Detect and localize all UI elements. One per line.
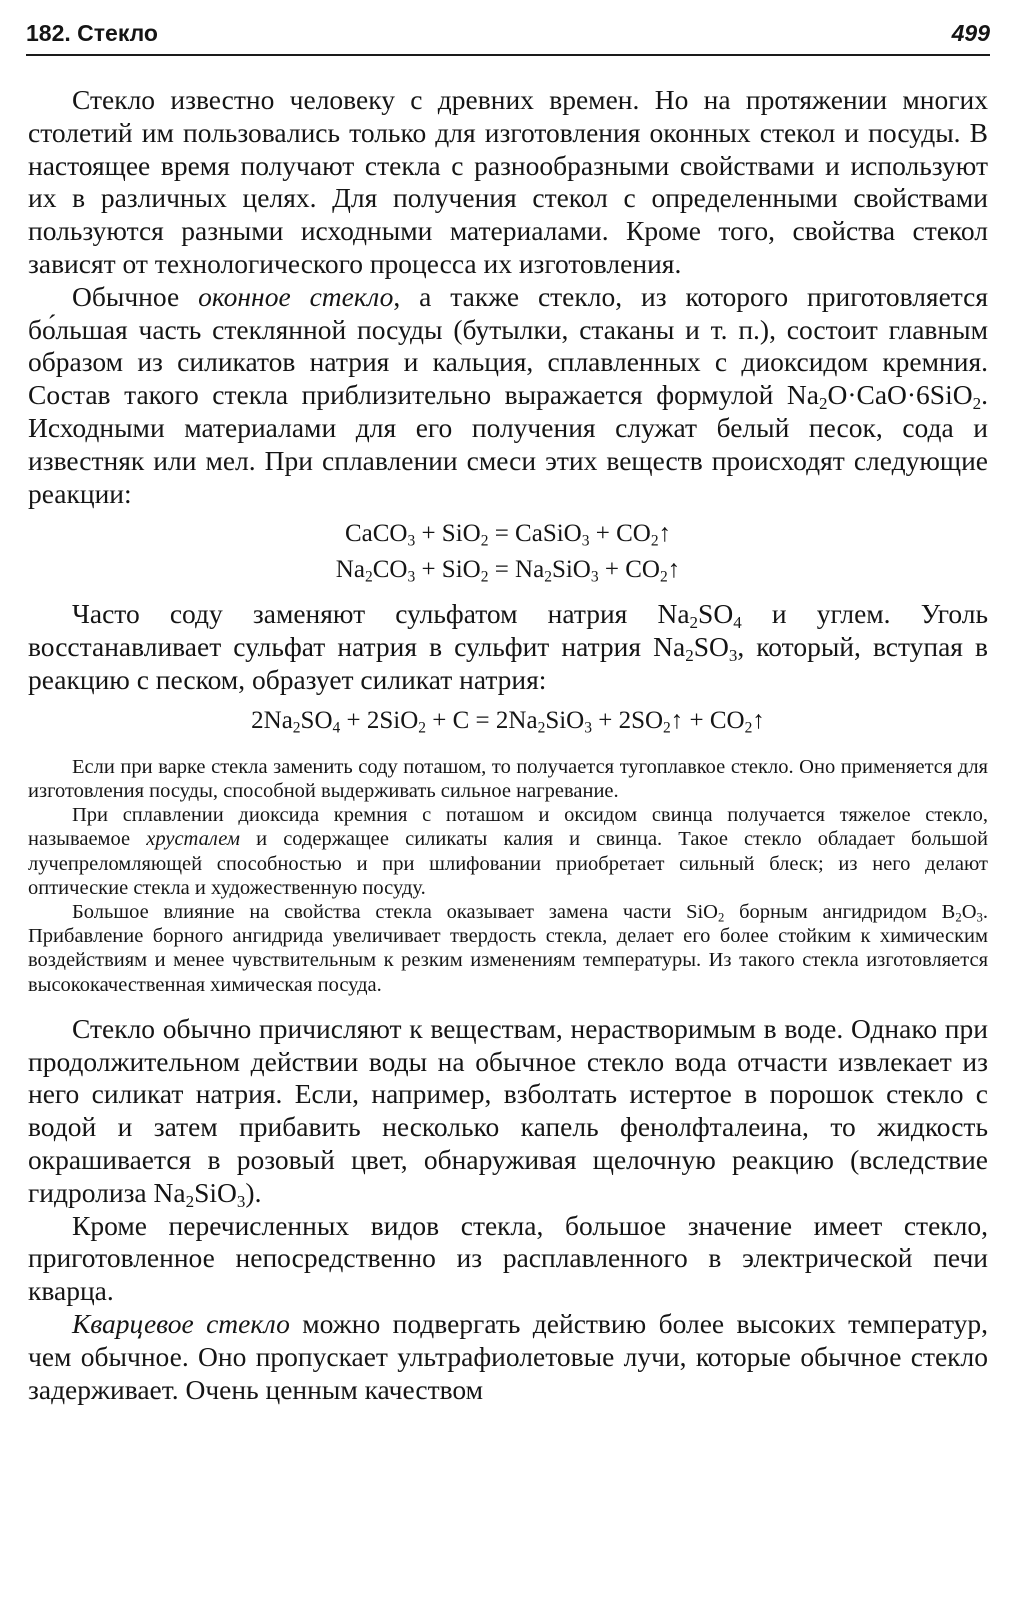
paragraph-sulfate: Часто соду заменяют сульфатом натрия $Na_2SO_4$ и углем. Уголь восстанавливает сульфат натрия в сульфит натрия $Na_2SO_3$, который, вступая в реакцию с песком, образует силикат натрия: <box>28 598 988 695</box>
equation-na2co3: $Na_2CO_3 + SiO_2 = Na_2SiO_3$ + $CO_2↑$ <box>335 556 681 586</box>
running-header <box>26 16 990 56</box>
note-boron: Большое влияние на свойства стекла оказывает замена части SiO$_2$ борным ангидридом $B_2O_3$. Прибавление борного ангидрида увеличивает твердость стекла, делает его более стойким к химическим воздействиям и менее чувствительным к резким изменениям температуры. Из такого стекла изготовляется высококачественная химическая посуда. <box>28 900 988 996</box>
paragraph-quartz-intro: Кроме перечисленных видов стекла, большое значение имеет стекло, приготовленное непосредственно из расплавленного в электрической печи кварца. <box>28 1209 988 1307</box>
page-body <box>28 84 988 1406</box>
note-potash: Если при варке стекла заменить соду поташом, то получается тугоплавкое стекло. Оно применяется для изготовления посуды, способной выдерживать сильное нагревание. <box>28 755 988 802</box>
note-crystal: При сплавлении диоксида кремния с поташом и оксидом свинца получается тяжелое стекло, называемое хрусталем и содержащее силикаты калия и свинца. Такое стекло обладает большой лучепреломляющей способностью и при шлифовании приобретает сильный блеск; из него делают оптические стекла и художественную посуду. <box>28 804 988 899</box>
page-number: 499 <box>951 20 990 46</box>
paragraph-quartz-glass: Кварцевое стекло можно подвергать действию более высоких температур, чем обычное. Оно пропускает ультрафиолетовые лучи, которые обычное стекло задерживает. Очень ценным качеством <box>28 1307 988 1405</box>
section-title: 182. Стекло <box>26 20 158 46</box>
paragraph-solubility: Стекло обычно причисляют к веществам, нерастворимым в воде. Однако при продолжительном действии воды на обычное стекло вода отчасти извлекает из него силикат натрия. Если, например, взболтать истертое в порошок стекло с водой и затем прибавить несколько капель фенолфталеина, то жидкость окрашивается в розовый цвет, обнаруживая щелочную реакцию (вследствие гидролиза $Na_2SiO_3$). <box>28 1012 988 1211</box>
term-quartz-glass: Кварцевое стекло <box>72 1307 290 1339</box>
term-crystal: хрусталем <box>146 828 240 851</box>
equation-caco3: CaCO$_3$ + SiO$_2$ = CaSiO$_3$ + $CO_2↑$ <box>344 520 672 550</box>
equation-sulfate: $2Na_2SO_4 + 2SiO_2 + C = 2Na_2SiO_3$ + $2SO_2↑$ + $CO_2↑$ <box>251 706 765 737</box>
header-rule <box>26 54 990 56</box>
paragraph-intro: Стекло известно человеку с древних времен. Но на протяжении многих столетий им пользовались только для изготовления оконных стекол и посуды. В настоящее время получают стекла с разнообразными свойствами и используют их в различных целях. Для получения стекол с определенными свойствами пользуются разными исходными материалами. Кроме того, свойства стекол зависят от технологического процесса их изготовления. <box>28 84 988 279</box>
term-window-glass: оконное стекло <box>198 280 394 312</box>
paragraph-window-glass: Обычное оконное стекло, а также стекло, из которого приготовляется бо́льшая часть стеклянной посуды (бутылки, стаканы и т. п.), состоит главным образом из силикатов натрия и кальция, сплавленных с диоксидом кремния. Состав такого стекла приблизительно выражается формулой $Na_2O\cdot CaO\cdot 6SiO_2$. Исходными материалами для его получения служат белый песок, сода и известняк или мел. При сплавлении смеси этих веществ происходят следующие реакции: <box>28 280 988 509</box>
